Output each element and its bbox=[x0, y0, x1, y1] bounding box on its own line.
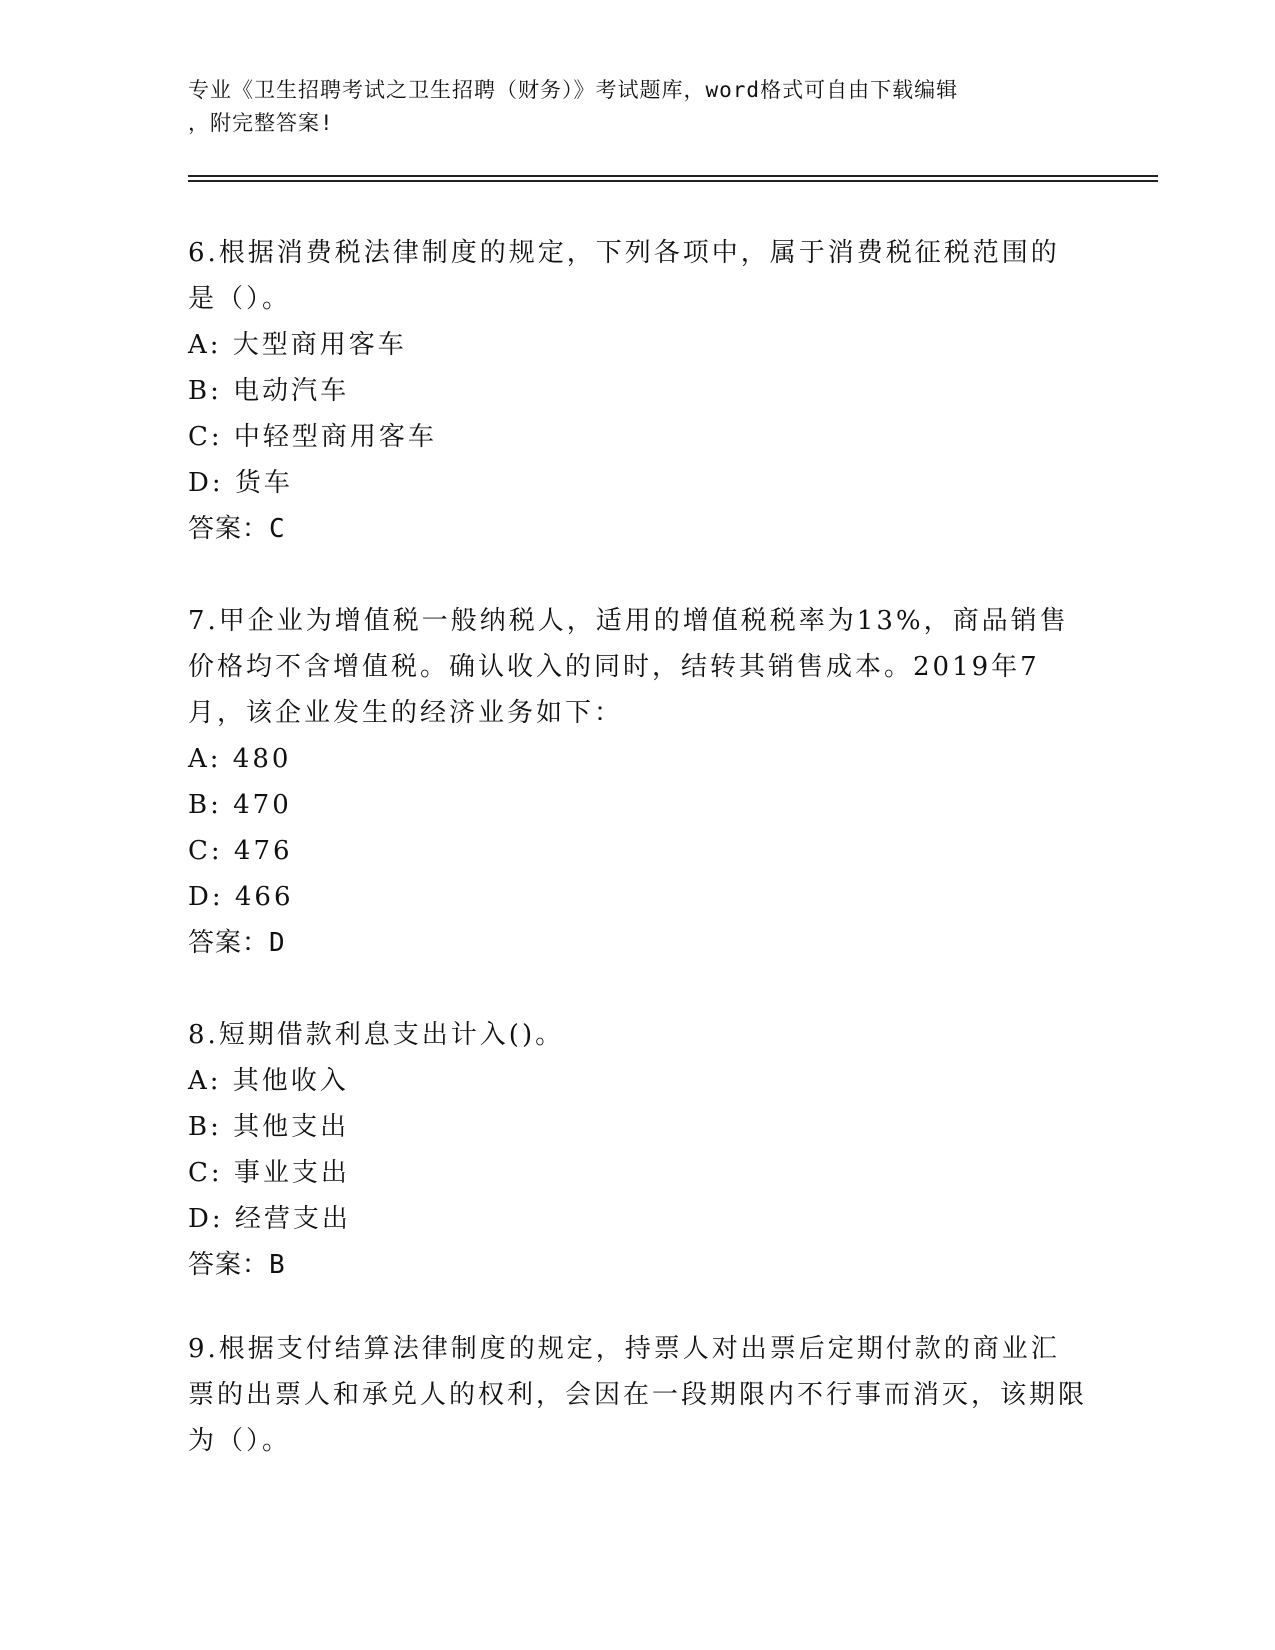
option-c: C: 476 bbox=[188, 836, 293, 866]
answer-line bbox=[188, 1242, 1088, 1288]
header-divider-bottom bbox=[188, 180, 1158, 182]
question-6 bbox=[188, 230, 1088, 552]
answer-value: B bbox=[269, 1250, 286, 1280]
question-text: 6.根据消费税法律制度的规定，下列各项中，属于消费税征税范围的是（）。 bbox=[188, 238, 1060, 314]
option-a: A: 480 bbox=[188, 744, 292, 774]
option-b: B: 470 bbox=[188, 790, 292, 820]
header-divider-top bbox=[188, 175, 1158, 177]
question-text: 8.短期借款利息支出计入()。 bbox=[188, 1020, 565, 1050]
answer-value: C bbox=[269, 514, 286, 544]
document-header bbox=[188, 74, 1068, 140]
answer-line bbox=[188, 920, 1088, 966]
option-c: C: 中轻型商用客车 bbox=[188, 422, 437, 452]
option-b: B: 其他支出 bbox=[188, 1112, 350, 1142]
option-d: D: 经营支出 bbox=[188, 1204, 351, 1234]
option-c: C: 事业支出 bbox=[188, 1158, 350, 1188]
answer-line bbox=[188, 506, 1088, 552]
answer-label: 答案： bbox=[188, 928, 270, 958]
option-d: D: 466 bbox=[188, 882, 294, 912]
question-8 bbox=[188, 1012, 1088, 1288]
answer-value: D bbox=[269, 928, 286, 958]
header-line-1: 专业《卫生招聘考试之卫生招聘（财务）》考试题库，word格式可自由下载编辑 bbox=[188, 78, 959, 102]
question-text: 7.甲企业为增值税一般纳税人，适用的增值税税率为13%，商品销售价格均不含增值税。确认收入的同时，结转其销售成本。2019年7月，该企业发生的经济业务如下： bbox=[188, 606, 1069, 728]
question-7 bbox=[188, 598, 1088, 966]
answer-label: 答案： bbox=[188, 514, 270, 544]
option-b: B: 电动汽车 bbox=[188, 376, 350, 406]
option-a: A: 大型商用客车 bbox=[188, 330, 407, 360]
question-9 bbox=[188, 1326, 1088, 1464]
answer-label: 答案： bbox=[188, 1250, 270, 1280]
question-text: 9.根据支付结算法律制度的规定，持票人对出票后定期付款的商业汇票的出票人和承兑人的权利，会因在一段期限内不行事而消灭，该期限为（）。 bbox=[188, 1334, 1088, 1456]
option-d: D: 货车 bbox=[188, 468, 293, 498]
header-line-2: ，附完整答案! bbox=[188, 111, 334, 135]
option-a: A: 其他收入 bbox=[188, 1066, 349, 1096]
